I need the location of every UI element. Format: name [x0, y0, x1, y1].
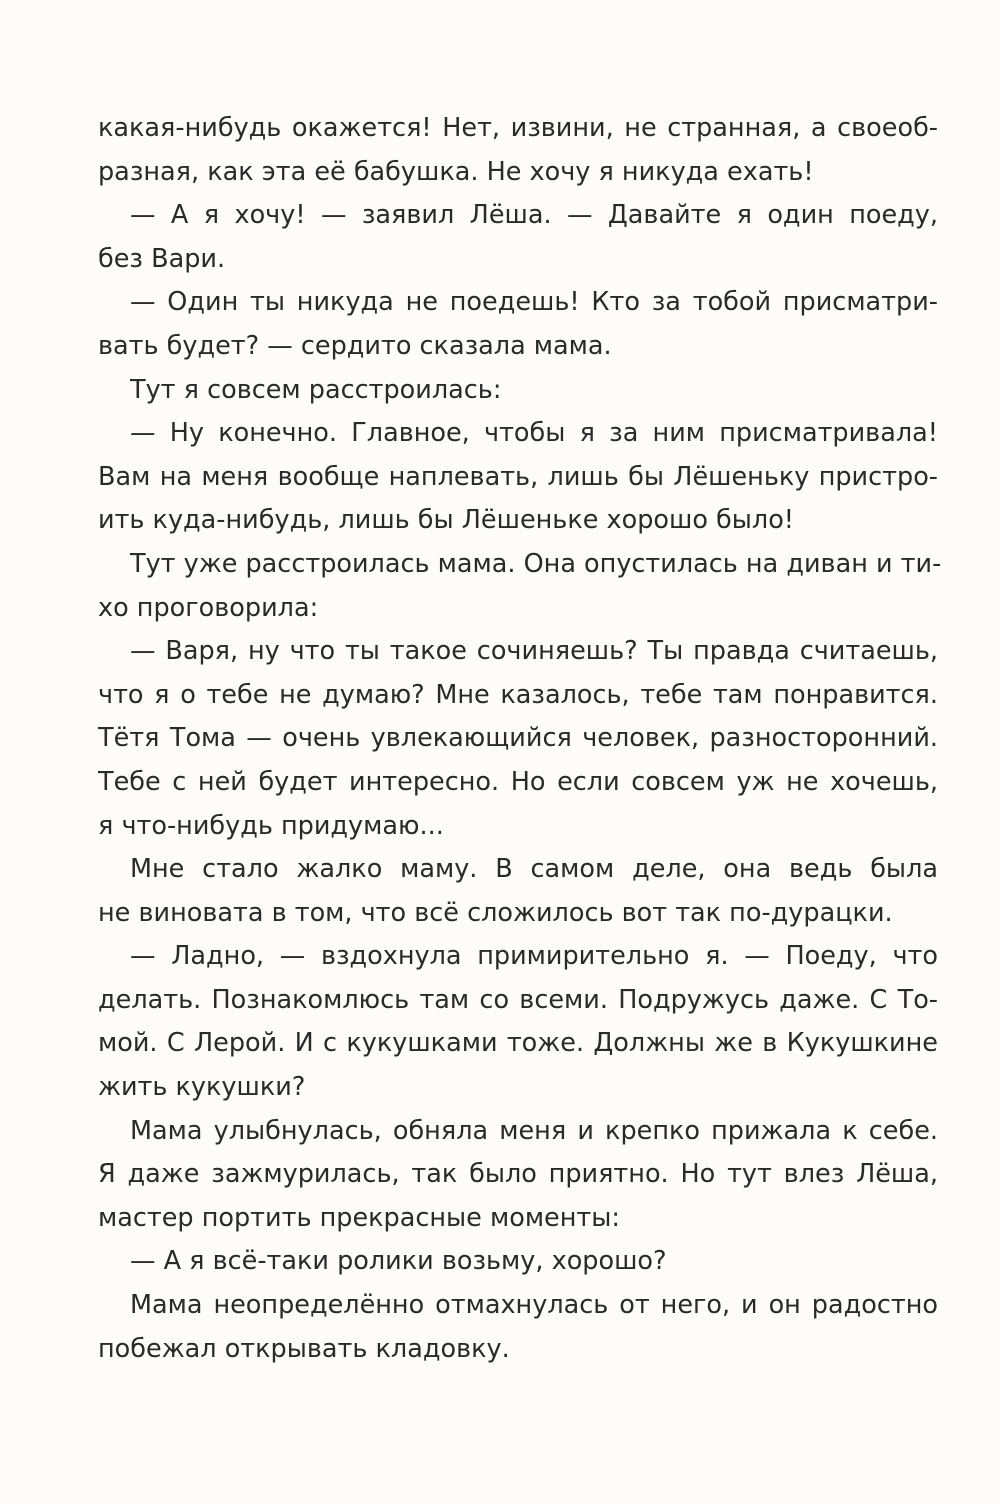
text-line: не виновата в том, что всё сложилось вот так по-дурацки.	[98, 897, 893, 928]
text-line: Я даже зажмурилась, так было приятно. Но тут влез Лёша,	[98, 1159, 938, 1190]
text-line: — А я хочу! — заявил Лёша. — Давайте я один поеду,	[130, 200, 938, 231]
text-line: Тут я совсем расстроилась:	[130, 374, 502, 405]
text-line: какая-нибудь окажется! Нет, извини, не странная, а своеоб-	[98, 113, 938, 143]
text-line: — Ну конечно. Главное, чтобы я за ним присматривала!	[130, 418, 938, 449]
text-line: — А я всё-таки ролики возьму, хорошо?	[130, 1246, 667, 1277]
text-line: ить куда-нибудь, лишь бы Лёшеньке хорошо было!	[98, 505, 795, 536]
text-line: Тут уже расстроилась мама. Она опустилась на диван и ти-	[130, 548, 942, 579]
page-text	[98, 107, 942, 1371]
text-line: жить кукушки?	[98, 1072, 306, 1103]
text-line: Мама улыбнулась, обняла меня и крепко прижала к себе.	[130, 1115, 938, 1146]
text-line: делать. Познакомлюсь там со всеми. Подружусь даже. С То-	[98, 984, 938, 1015]
text-line: Тётя Тома — очень увлекающийся человек, разносторонний.	[98, 723, 938, 754]
text-line: — Ладно, — вздохнула примирительно я. — Поеду, что	[130, 941, 938, 972]
text-line: побежал открывать кладовку.	[98, 1333, 510, 1364]
text-line: — Один ты никуда не поедешь! Кто за тобой присматри-	[130, 287, 938, 318]
text-line: мастер портить прекрасные моменты:	[98, 1202, 620, 1233]
text-line: разная, как эта её бабушка. Не хочу я никуда ехать!	[98, 156, 814, 187]
text-line: что я о тебе не думаю? Мне казалось, тебе там понравится.	[98, 679, 938, 710]
text-line: Мама неопределённо отмахнулась от него, и он радостно	[130, 1290, 938, 1321]
text-line: Вам на меня вообще наплевать, лишь бы Лёшеньку пристро-	[98, 461, 938, 492]
text-line: мой. С Лерой. И с кукушками тоже. Должны же в Кукушкине	[98, 1028, 938, 1059]
text-line: хо проговорила:	[98, 592, 319, 623]
text-line: Тебе с ней будет интересно. Но если совсем уж не хочешь,	[98, 766, 938, 797]
text-line: Мне стало жалко маму. В самом деле, она ведь была	[130, 854, 938, 885]
text-line: — Варя, ну что ты такое сочиняешь? Ты правда считаешь,	[130, 636, 938, 667]
text-line: я что-нибудь придумаю...	[98, 810, 444, 841]
text-line: без Вари.	[98, 243, 226, 274]
text-line: вать будет? — сердито сказала мама.	[98, 330, 612, 361]
